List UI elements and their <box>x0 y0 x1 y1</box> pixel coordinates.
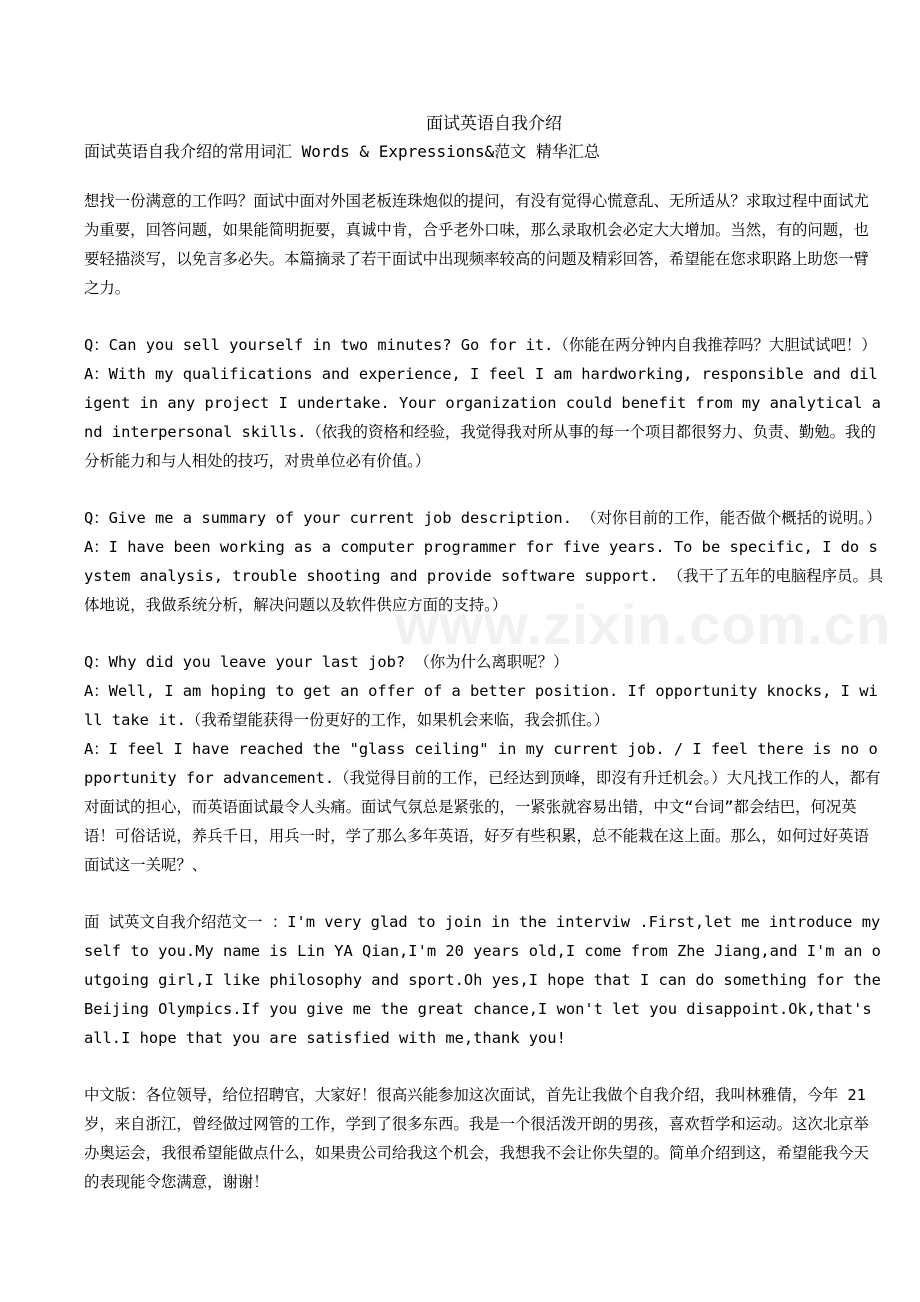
answer-1: A：With my qualifications and experience, I feel I am hardworking, responsible and diligent in any project I undertake. Your organization could benefit from my analytical and interpersonal skills.（依我的资格和经验，我觉得我对所从事的每一个项目都很努力、负责、勤勉。我的分析能力和与人相处的技巧，对贵单位必有价值。） <box>84 365 881 470</box>
qa-section-2 <box>84 504 884 620</box>
sample-chinese-section <box>84 1081 884 1197</box>
document-page <box>84 110 884 1225</box>
answer-3b: A：I feel I have reached the "glass ceiling" in my current job. / I feel there is no opportunity for advancement.（我觉得目前的工作，已经达到顶峰，即沒有升迁机会。）大凡找工作的人，都有对面试的担心，而英语面试最令人头痛。面试气氛总是紧张的，一紧张就容易出错，中文“台词”都会结巴，何况英语！可俗话说，养兵千日，用兵一时，学了那么多年英语，好歹有些积累，总不能栽在这上面。那么，如何过好英语面试这一关呢？、 <box>84 740 881 874</box>
question-3: Q：Why did you leave your last job? （你为什么离职呢？） <box>84 653 569 671</box>
sample-chinese-paragraph: 中文版：各位领导，给位招聘官，大家好！很高兴能参加这次面试，首先让我做个自我介绍，我叫林雅倩，今年 21 岁，来自浙江，曾经做过网管的工作，学到了很多东西。我是一个很活泼开朗的男孩，喜欢哲学和运动。这次北京举办奥运会，我很希望能做点什么，如果贵公司给我这个机会，我想我不会让你失望的。简单介绍到这，希望能我今天的表现能令您满意，谢谢！ <box>84 1086 869 1191</box>
answer-3a: A：Well, I am hoping to get an offer of a better position. If opportunity knocks, I will take it.（我希望能获得一份更好的工作，如果机会来临，我会抓住。） <box>84 682 878 729</box>
document-title: 面试英语自我介绍 <box>426 114 562 134</box>
sample-english-section <box>84 908 884 1053</box>
intro-paragraph: 想找一份满意的工作吗？面试中面对外国老板连珠炮似的提问，有没有觉得心慌意乱、无所适从？求取过程中面试尤为重要，回答问题，如果能简明扼要，真诚中肯，合乎老外口味，那么录取机会必定大大增加。当然，有的问题，也要轻描淡写，以免言多必失。本篇摘录了若干面试中出现频率较高的问题及精彩回答，希望能在您求职路上助您一臂之力。 <box>84 192 869 297</box>
qa-section-3 <box>84 648 884 880</box>
question-2: Q：Give me a summary of your current job description. （对你目前的工作，能否做个概括的说明。） <box>84 509 882 527</box>
watermark: www.zixin.com.cn <box>395 593 892 656</box>
sample-english-paragraph: 面 试英文自我介绍范文一 ：I'm very glad to join in the interviw .First,let me introduce myself to you.My name is Lin YA Qian,I'm 20 years old,I come from Zhe Jiang,and I'm an outgoing girl,I like philosophy and sport.Oh yes,I hope that I can do something for the Beijing Olympics.If you give me the great chance,I won't let you disappoint.Ok,that's all.I hope that you are satisfied with me,thank you! <box>84 913 881 1047</box>
answer-2: A：I have been working as a computer programmer for five years. To be specific, I do system analysis, trouble shooting and provide software support. （我干了五年的电脑程序员。具体地说，我做系统分析，解决问题以及软件供应方面的支持。） <box>84 538 884 614</box>
document-subtitle: 面试英语自我介绍的常用词汇 Words & Expressions&范文 精华汇总 <box>84 142 600 161</box>
intro-section <box>84 187 884 303</box>
qa-section-1 <box>84 331 884 476</box>
question-1: Q：Can you sell yourself in two minutes? Go for it.（你能在两分钟内自我推荐吗？大胆试试吧！） <box>84 336 877 354</box>
